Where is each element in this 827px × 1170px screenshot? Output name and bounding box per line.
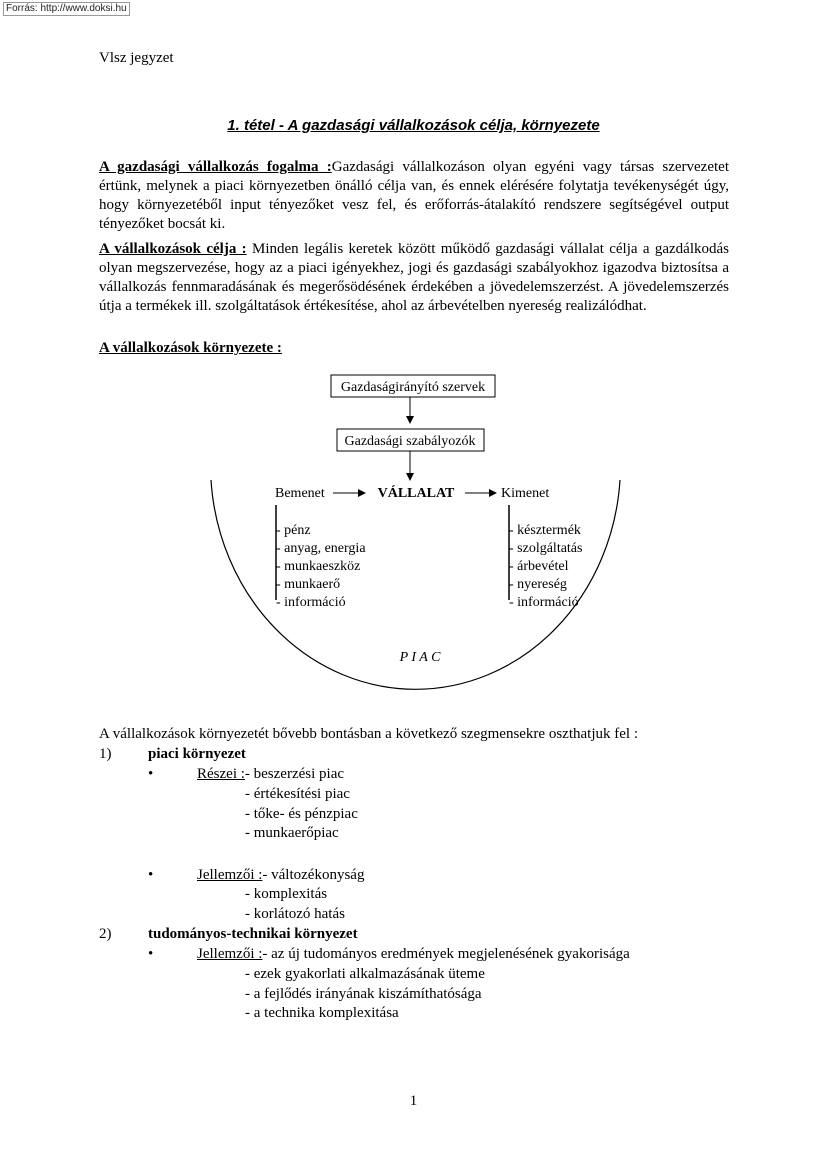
environment-heading-block <box>99 339 729 358</box>
group-item: - a technika komplexitása <box>245 1005 399 1021</box>
group-row <box>197 945 630 964</box>
group-item: - változékonyság <box>262 867 365 883</box>
output-item: - árbevétel <box>509 559 569 574</box>
input-item: - munkaerő <box>276 577 341 592</box>
input-label: Bemenet <box>275 486 325 501</box>
group-item: - ezek gyakorlati alkalmazásának üteme <box>245 966 485 982</box>
output-item: - információ <box>509 595 579 610</box>
page-number: 1 <box>409 1093 418 1109</box>
bullet-icon: • <box>148 867 154 883</box>
definition-term: A gazdasági vállalkozás fogalma : <box>99 159 332 175</box>
bullet-icon: • <box>148 766 154 782</box>
bullet-icon: • <box>148 946 154 962</box>
group-item: - munkaerőpiac <box>245 825 339 841</box>
group-item: - az új tudományos eredmények megjelenésének gyakorisága <box>262 946 630 962</box>
group-item: - értékesítési piac <box>245 786 350 802</box>
output-item: - késztermék <box>509 523 581 538</box>
input-item: - információ <box>276 595 346 610</box>
group-label: Jellemzői : <box>197 867 263 883</box>
section-title: tudományos-technikai környezet <box>148 926 358 942</box>
company-label: VÁLLALAT <box>377 486 455 501</box>
box-regulators-label: Gazdasági szabályozók <box>344 434 476 449</box>
output-item: - nyereség <box>509 577 567 592</box>
definition-paragraph <box>99 158 729 234</box>
group-item: - tőke- és pénzpiac <box>245 806 358 822</box>
goal-term: A vállalkozások célja : <box>99 241 247 257</box>
source-label: Forrás: http://www.doksi.hu <box>3 2 130 16</box>
environment-diagram <box>200 370 630 710</box>
group-row <box>197 866 364 885</box>
document-header: Vlsz jegyzet <box>99 50 174 66</box>
section-title: piaci környezet <box>148 746 246 762</box>
goal-text: Minden legális keretek között működő gazdasági vállalat célja a gazdálkodás olyan megszervezése, hogy az a piaci igényekhez, jogi és gazdasági szabályokhoz igazodva biztosítsa a vállalkozás fennmaradásának és megerősödésének érdekében a jövedelemszerzést. A jövedelemszerzés útja a termékek ill. szolgáltatások értékesítése, ahol az árbevételben nyereség realizálódhat. <box>99 241 730 314</box>
environment-heading: A vállalkozások környezete : <box>99 340 282 356</box>
group-label: Jellemzői : <box>197 946 263 962</box>
input-item: - pénz <box>276 523 311 538</box>
group-label: Részei : <box>197 766 245 782</box>
box-governing-bodies-label: Gazdaságirányító szervek <box>340 380 486 395</box>
group-item: - beszerzési piac <box>244 766 345 782</box>
definition-text: Gazdasági vállalkozáson olyan egyéni vagy társas szervezetet értünk, melynek a piaci környezetben önálló célja van, és ennek elérésére folytatja tevékenységét úgy, hogy környezetéből input tényezőket vesz fel, és erőforrás-átalakító rendszere segítségével output tényezőket bocsát ki. <box>99 159 729 232</box>
output-label: Kimenet <box>501 486 550 501</box>
group-item: - a fejlődés irányának kiszámíthatósága <box>245 986 482 1002</box>
goal-paragraph <box>99 240 729 316</box>
output-item: - szolgáltatás <box>509 541 583 556</box>
input-item: - munkaeszköz <box>276 559 361 574</box>
input-item: - anyag, energia <box>276 541 366 556</box>
group-row <box>197 765 344 784</box>
section-number: 2) <box>99 926 112 942</box>
group-item: - korlátozó hatás <box>245 906 345 922</box>
intro-text: A vállalkozások környezetét bővebb bontásban a következő szegmensekre oszthatjuk fel : <box>99 726 638 742</box>
group-item: - komplexitás <box>245 886 328 902</box>
market-label: P I A C <box>399 650 441 665</box>
section-number: 1) <box>99 746 112 762</box>
page-title: 1. tétel - A gazdasági vállalkozások célja, környezete <box>227 117 600 134</box>
